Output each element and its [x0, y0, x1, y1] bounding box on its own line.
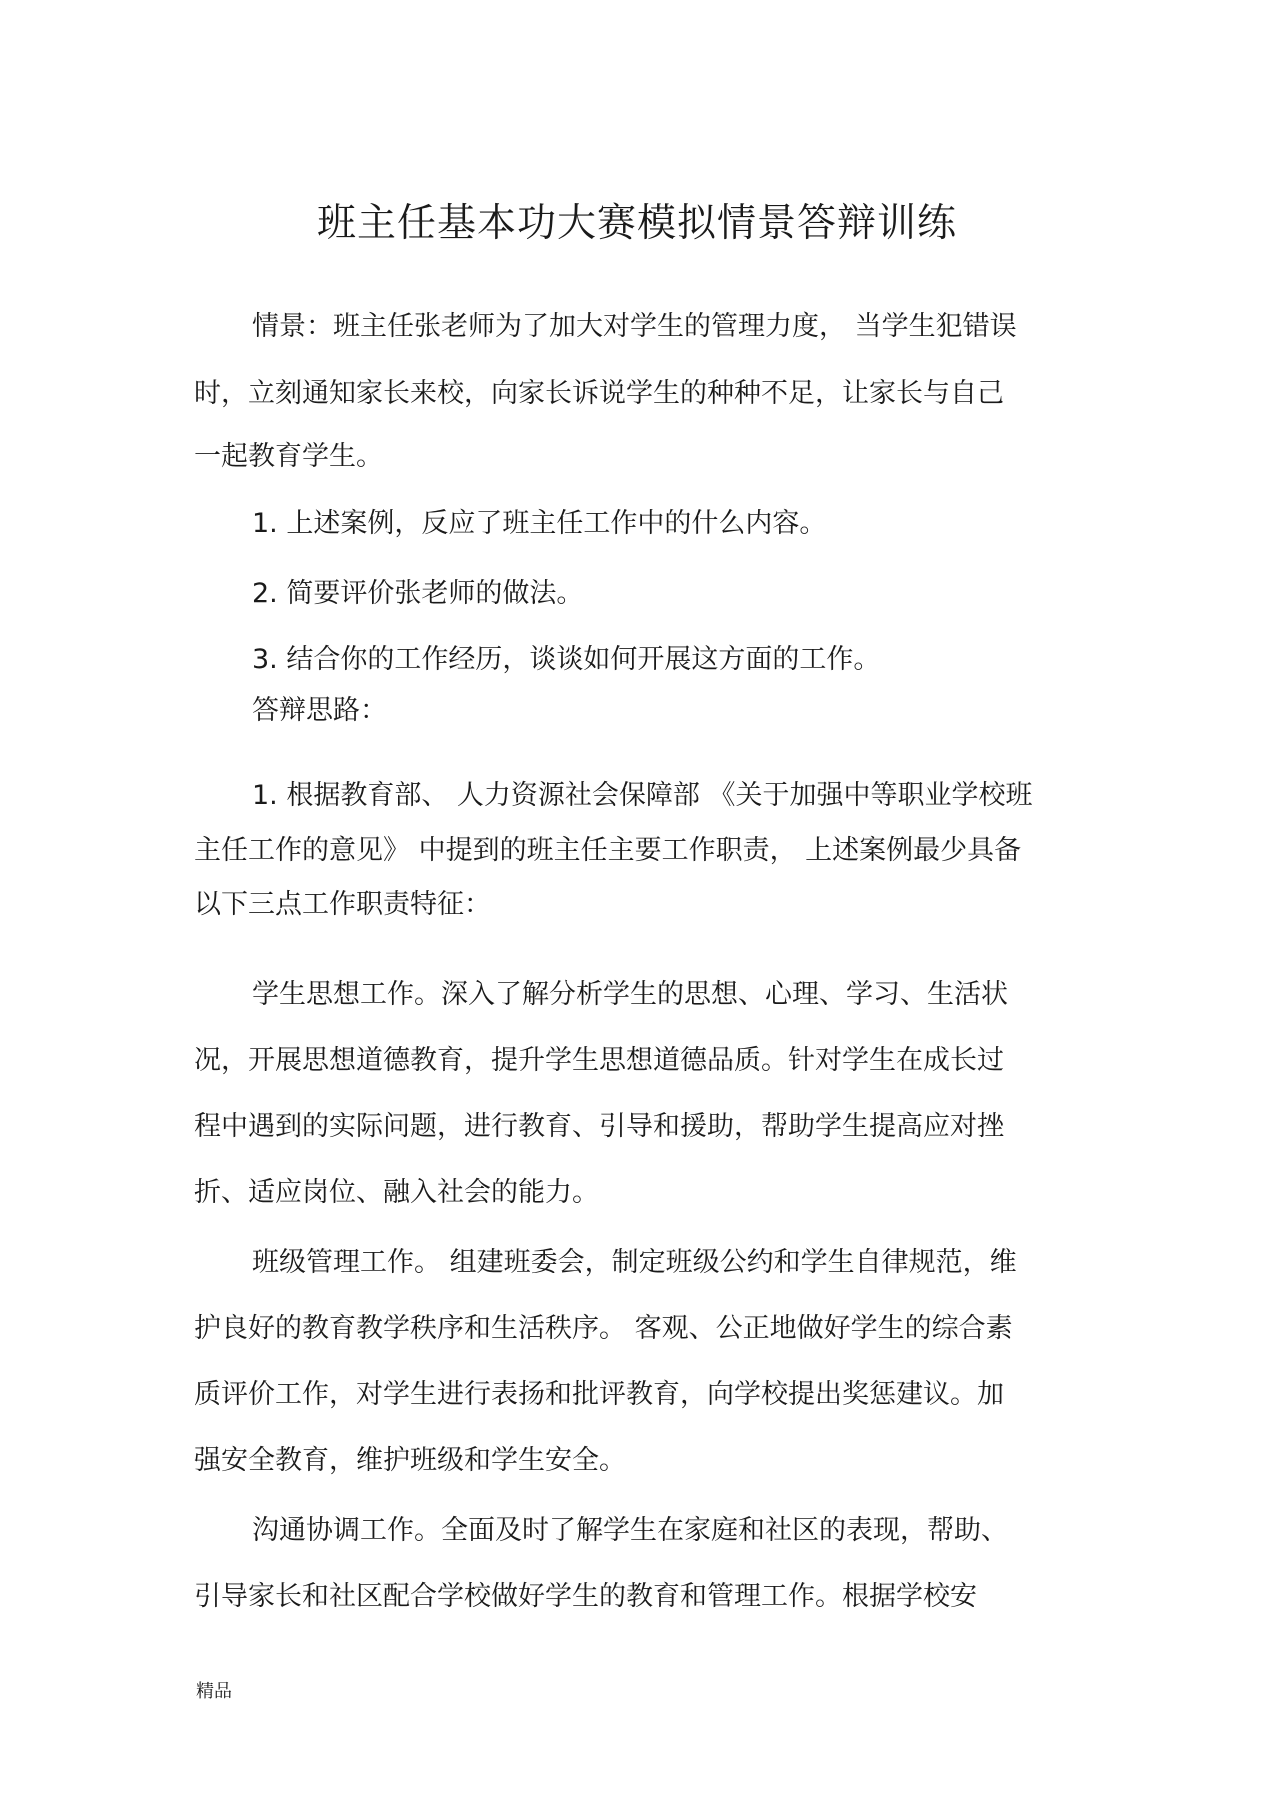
paragraph-line: 况，开展思想道德教育，提升学生思想道德品质。针对学生在成长过: [194, 1045, 1004, 1076]
paragraph-line: 时，立刻通知家长来校，向家长诉说学生的种种不足，让家长与自己: [194, 378, 1004, 409]
paragraph-line: 沟通协调工作。全面及时了解学生在家庭和社区的表现，帮助、: [252, 1515, 1008, 1546]
question-item: 2. 简要评价张老师的做法。: [252, 578, 584, 609]
paragraph-line: 主任工作的意见》 中提到的班主任主要工作职责， 上述案例最少具备: [194, 835, 1022, 866]
question-item: 1. 上述案例，反应了班主任工作中的什么内容。: [252, 508, 827, 539]
page-footer: 精品: [196, 1681, 232, 1702]
section-heading: 答辩思路：: [252, 695, 387, 726]
document-title: 班主任基本功大赛模拟情景答辩训练: [316, 201, 957, 246]
paragraph-line: 引导家长和社区配合学校做好学生的教育和管理工作。根据学校安: [194, 1581, 977, 1612]
question-item: 3. 结合你的工作经历，谈谈如何开展这方面的工作。: [252, 644, 881, 675]
paragraph-line: 情景：班主任张老师为了加大对学生的管理力度， 当学生犯错误: [252, 311, 1017, 342]
paragraph-line: 质评价工作，对学生进行表扬和批评教育，向学校提出奖惩建议。加: [194, 1379, 1004, 1410]
paragraph-line: 一起教育学生。: [194, 441, 383, 472]
paragraph-line: 程中遇到的实际问题，进行教育、引导和援助，帮助学生提高应对挫: [194, 1111, 1004, 1142]
paragraph-line: 护良好的教育教学秩序和生活秩序。 客观、公正地做好学生的综合素: [194, 1313, 1013, 1344]
paragraph-line: 折、适应岗位、融入社会的能力。: [194, 1177, 599, 1208]
paragraph-line: 班级管理工作。 组建班委会，制定班级公约和学生自律规范，维: [252, 1247, 1017, 1278]
paragraph-line: 1. 根据教育部、 人力资源社会保障部 《关于加强中等职业学校班: [252, 780, 1033, 811]
paragraph-line: 学生思想工作。深入了解分析学生的思想、心理、学习、生活状: [252, 979, 1008, 1010]
paragraph-line: 以下三点工作职责特征：: [194, 889, 491, 920]
paragraph-line: 强安全教育，维护班级和学生安全。: [194, 1445, 626, 1476]
